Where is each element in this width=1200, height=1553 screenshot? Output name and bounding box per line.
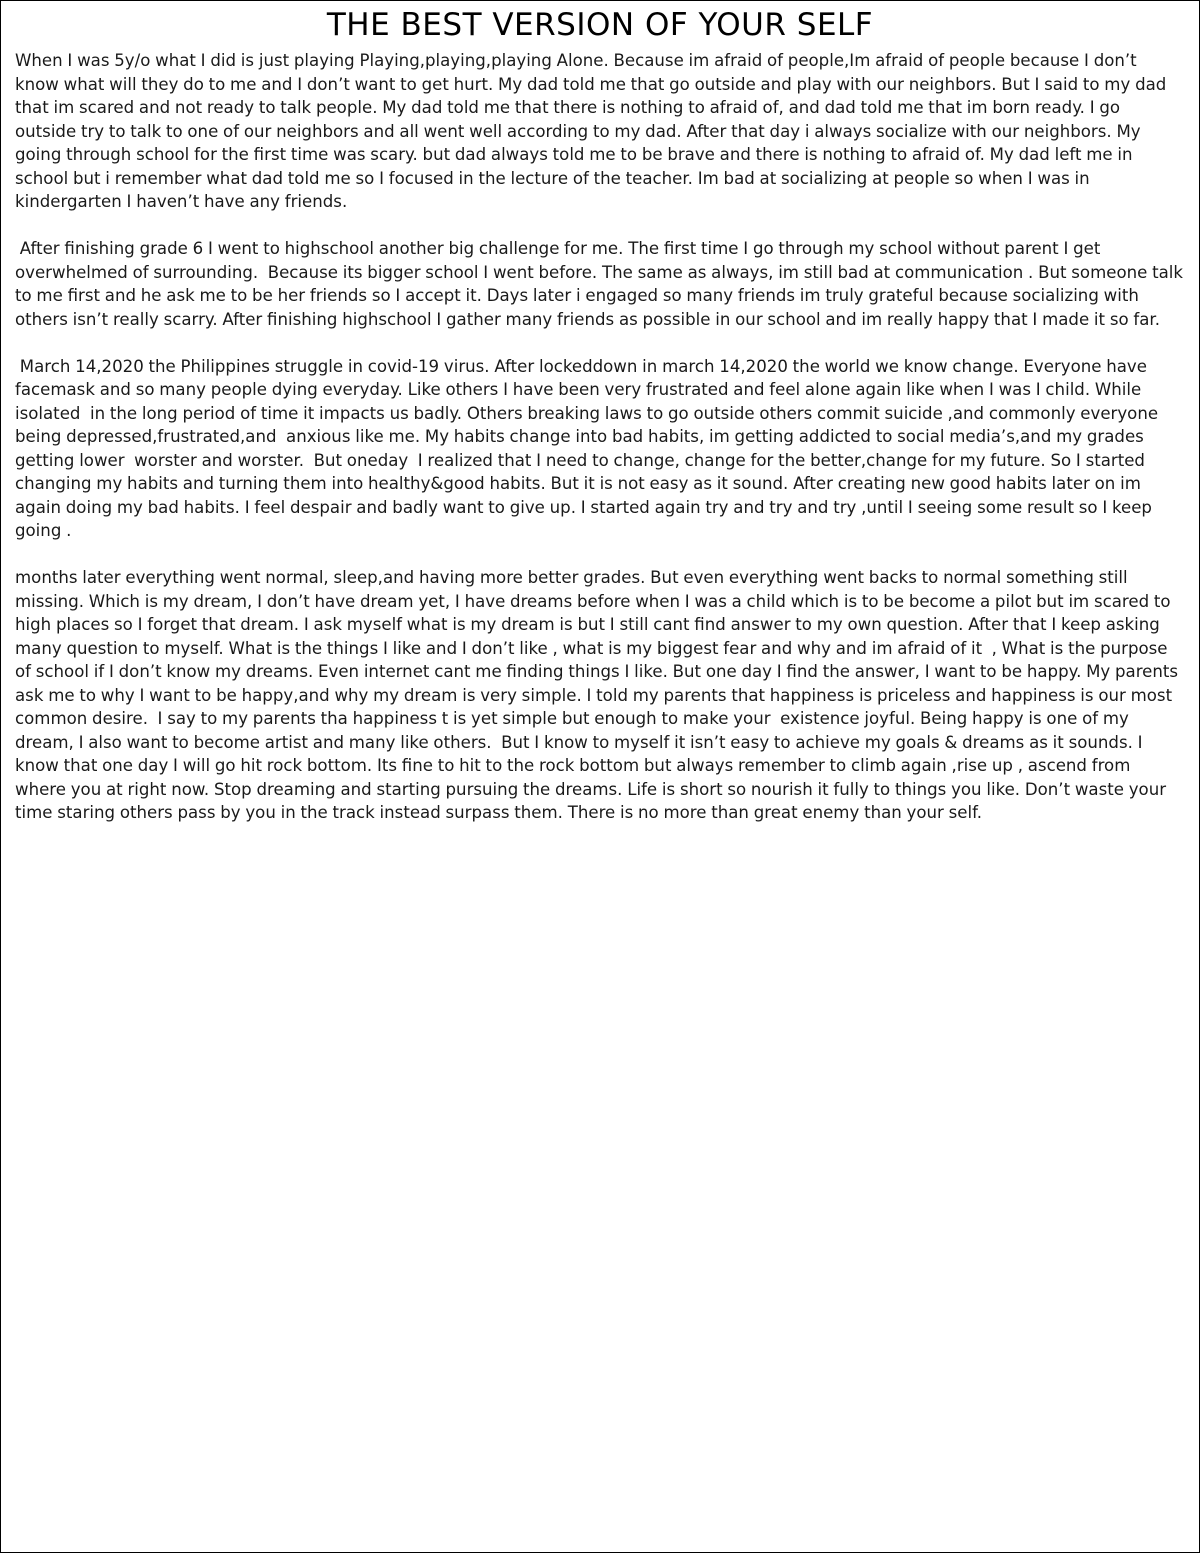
paragraph-dreams: months later everything went normal, sleep,and having more better grades. But even everything went backs to normal something still missing. Which is my dream, I don’t have dream yet, I have dreams before when I was a child which is to be become a pilot but im scared to high places so I forget that dream. I ask myself what is my dream is but I still cant find answer to my own question. After that I keep asking many question to myself. What is the things I like and I don’t like , what is my biggest fear and why and im afraid of it , What is the purpose of school if I don’t know my dreams. Even internet cant me finding things I like. But one day I find the answer, I want to be happy. My parents ask me to why I want to be happy,and why my dream is very simple. I told my parents that happiness is priceless and happiness is our most common desire. I say to my parents tha happiness t is yet simple but enough to make your existence joyful. Being happy is one of my dream, I also want to become artist and many like others. But I know to myself it isn’t easy to achieve my goals & dreams as it sounds. I know that one day I will go hit rock bottom. Its fine to hit to the rock bottom but always remember to climb again ,rise up , ascend from where you at right now. Stop dreaming and starting pursuing the dreams. Life is short so nourish it fully to things you like. Don’t waste your time staring others pass by you in the track instead surpass them. There is no more than great enemy than your self. xyxy=(15,568,1183,822)
page-title: THE BEST VERSION OF YOUR SELF xyxy=(326,7,874,43)
paragraph-pandemic: March 14,2020 the Philippines struggle in covid-19 virus. After lockeddown in march 14,2020 the world we know change. Everyone have facemask and so many people dying everyday. Like others I have been very frustrated and feel alone again like when I was I child. While isolated in the long period of time it impacts us badly. Others breaking laws to go outside others commit suicide ,and commonly everyone being depressed,frustrated,and anxious like me. My habits change into bad habits, im getting addicted to social media’s,and my grades getting lower worster and worster. But oneday I realized that I need to change, change for the better,change for my future. So I started changing my habits and turning them into healthy&good habits. But it is not easy as it sound. After creating new good habits later on im again doing my bad habits. I feel despair and badly want to give up. I started again try and try and try ,until I seeing some result so I keep going . xyxy=(15,356,1163,540)
paragraph-childhood: When I was 5y/o what I did is just playing Playing,playing,playing Alone. Because im afraid of people,Im afraid of people because I don’t know what will they do to me and I don’t want to get hurt. My dad told me that go outside and play with our neighbors. But I said to my dad that im scared and not ready to talk people. My dad told me that there is nothing to afraid of, and dad told me that im born ready. I go outside try to talk to one of our neighbors and all went well according to my dad. After that day i always socialize with our neighbors. My going through school for the first time was scary. but dad always told me to be brave and there is nothing to afraid of. My dad left me in school but i remember what dad told me so I focused in the lecture of the teacher. Im bad at socializing at people so when I was in kindergarten I haven’t have any friends. xyxy=(15,51,1172,211)
paragraph-highschool: After finishing grade 6 I went to highschool another big challenge for me. The first time I go through my school without parent I get overwhelmed of surrounding. Because its bigger school I went before. The same as always, im still bad at communication . But someone talk to me first and he ask me to be her friends so I accept it. Days later i engaged so many friends im truly grateful because socializing with others isn’t really scarry. After finishing highschool I gather many friends as possible in our school and im really happy that I made it so far. xyxy=(15,239,1188,329)
